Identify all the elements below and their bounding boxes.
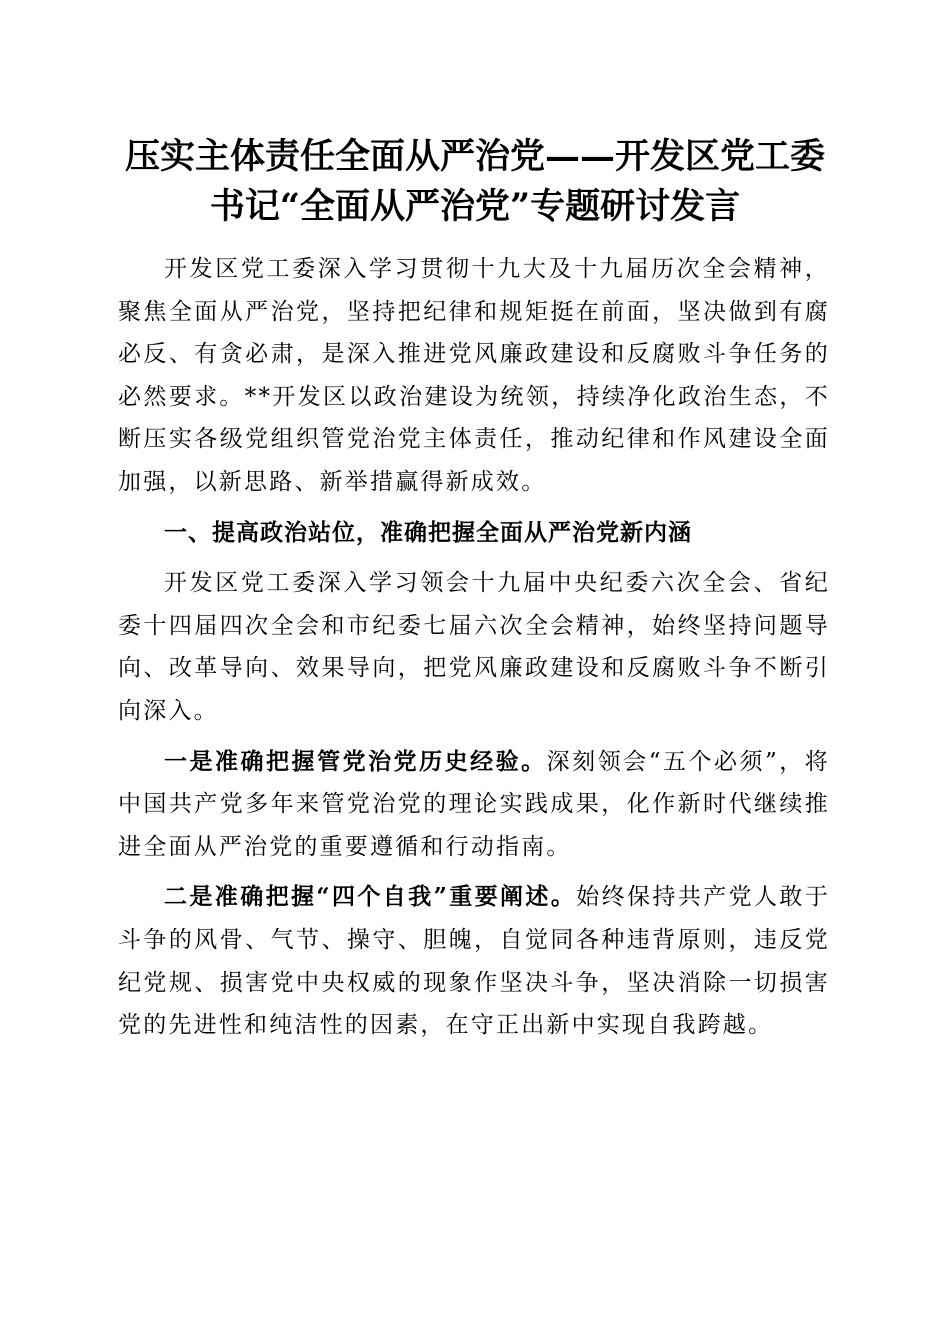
- title-line-1: 压实主体责任全面从严治党——开发区党工委: [124, 136, 825, 177]
- point-1-paragraph: [118, 741, 830, 869]
- point-2-text: 始终保持共产党人敢于斗争的风骨、气节、操守、胆魄，自觉同各种违背原则，违反党纪党规、损害党中央权威的现象作坚决斗争，坚决消除一切损害党的先进性和纯洁性的因素，在守正出新中实现自我跨越。: [118, 884, 831, 1039]
- point-1-lead: 一是准确把握管党治党历史经验。: [164, 747, 547, 775]
- intro-paragraph: 开发区党工委深入学习贯彻十九大及十九届历次全会精神，聚焦全面从严治党，坚持把纪律和规矩挺在前面，坚决做到有腐必反、有贪必肃，是深入推进党风廉政建设和反腐败斗争任务的必然要求。**开发区以政治建设为统领，持续净化政治生态，不断压实各级党组织管党治党主体责任，推动纪律和作风建设全面加强，以新思路、新举措赢得新成效。: [118, 256, 830, 495]
- document-title: [100, 132, 850, 232]
- point-2-lead: 二是准确把握“四个自我”重要阐述。: [164, 883, 577, 911]
- document-body: [118, 248, 830, 1055]
- section-1-paragraph: 开发区党工委深入学习领会十九届中央纪委六次全会、省纪委十四届四次全会和市纪委七届六次全会精神，始终坚持问题导向、改革导向、效果导向，把党风廉政建设和反腐败斗争不断引向深入。: [118, 570, 830, 724]
- section-heading-1: 一、提高政治站位，准确把握全面从严治党新内涵: [164, 519, 692, 546]
- title-line-2: 书记“全面从严治党”专题研讨发言: [209, 186, 741, 227]
- point-1-text: 深刻领会“五个必须”，将中国共产党多年来管党治党的理论实践成果，化作新时代继续推进全面从严治党的重要遵循和行动指南。: [118, 748, 831, 860]
- point-2-paragraph: [118, 876, 830, 1046]
